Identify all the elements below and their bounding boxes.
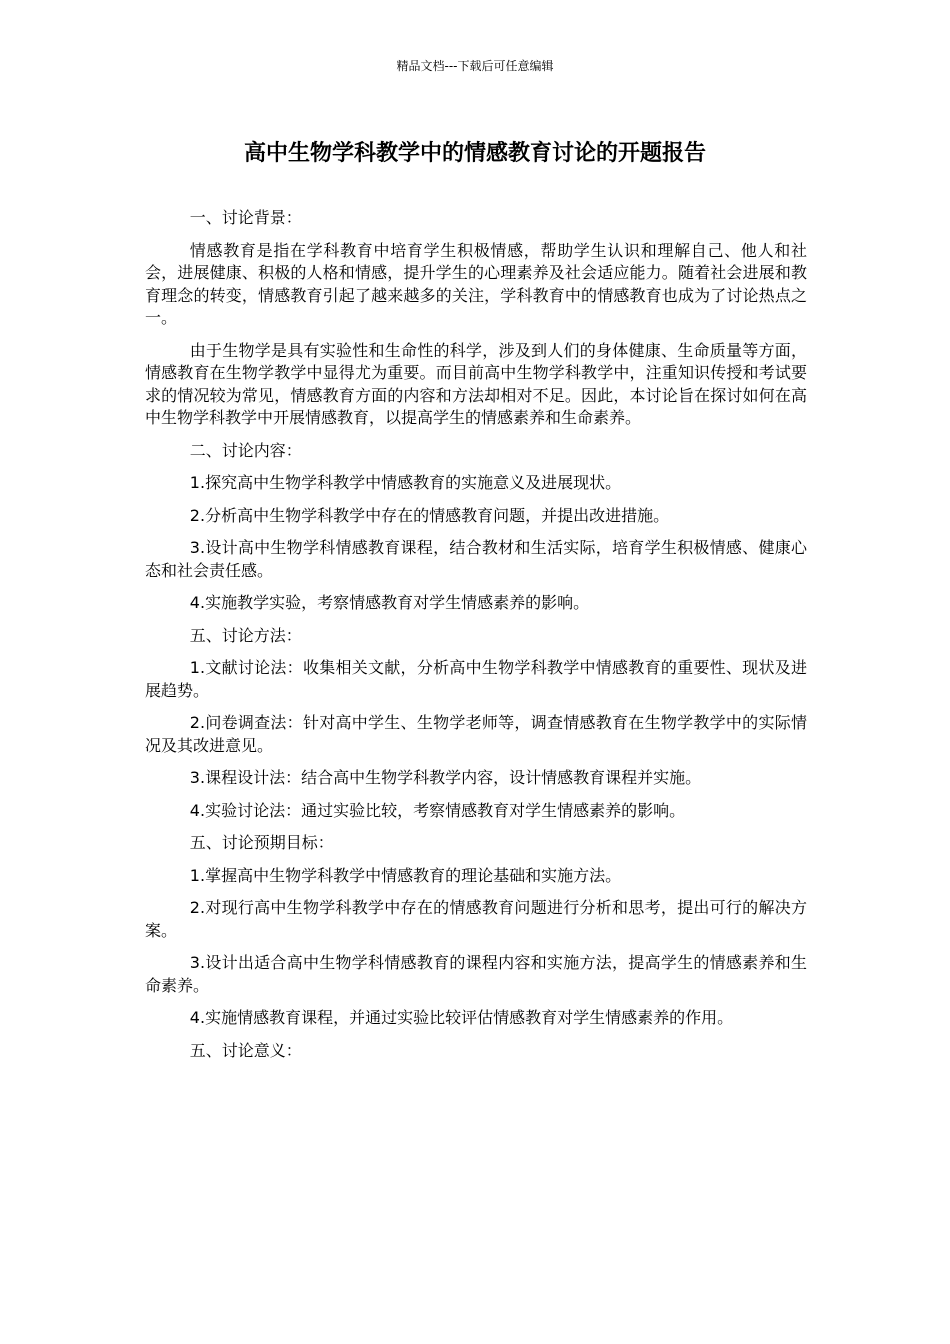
list-item: 3.课程设计法：结合高中生物学科教学内容，设计情感教育课程并实施。 bbox=[189, 768, 702, 787]
page-header-note: 精品文档---下载后可任意编辑 bbox=[396, 59, 554, 73]
section-heading-significance: 五、讨论意义： bbox=[189, 1040, 302, 1060]
list-item: 3.设计出适合高中生物学科情感教育的课程内容和实施方法，提高学生的情感素养和生命素养。 bbox=[145, 953, 807, 995]
list-item: 4.实施教学实验，考察情感教育对学生情感素养的影响。 bbox=[189, 593, 590, 612]
section-heading-goals: 五、讨论预期目标： bbox=[189, 833, 334, 852]
list-item: 2.问卷调查法：针对高中学生、生物学老师等，调查情感教育在生物学教学中的实际情况及其改进意见。 bbox=[145, 713, 807, 755]
list-item: 1.文献讨论法：收集相关文献，分析高中生物学科教学中情感教育的重要性、现状及进展趋势。 bbox=[145, 658, 807, 700]
list-item: 3.设计高中生物学科情感教育课程，结合教材和生活实际，培育学生积极情感、健康心态和社会责任感。 bbox=[145, 538, 807, 580]
section-heading-background: 一、讨论背景： bbox=[189, 208, 302, 227]
list-item: 2.对现行高中生物学科教学中存在的情感教育问题进行分析和思考，提出可行的解决方案。 bbox=[145, 898, 807, 940]
paragraph: 情感教育是指在学科教育中培育学生积极情感，帮助学生认识和理解自己、他人和社会，进展健康、积极的人格和情感，提升学生的心理素养及社会适应能力。随着社会进展和教育理念的转变，情感教育引起了越来越多的关注，学科教育中的情感教育也成为了讨论热点之一。 bbox=[145, 240, 807, 327]
section-heading-methods: 五、讨论方法： bbox=[189, 625, 302, 645]
list-item: 4.实施情感教育课程，并通过实验比较评估情感教育对学生情感素养的作用。 bbox=[189, 1008, 734, 1027]
list-item: 1.掌握高中生物学科教学中情感教育的理论基础和实施方法。 bbox=[189, 865, 622, 885]
paragraph: 由于生物学是具有实验性和生命性的科学，涉及到人们的身体健康、生命质量等方面，情感教育在生物学教学中显得尤为重要。而目前高中生物学科教学中，注重知识传授和考试要求的情况较为常见，情感教育方面的内容和方法却相对不足。因此，本讨论旨在探讨如何在高中生物学科教学中开展情感教育，以提高学生的情感素养和生命素养。 bbox=[145, 340, 807, 427]
document-title: 高中生物学科教学中的情感教育讨论的开题报告 bbox=[243, 141, 706, 166]
list-item: 1.探究高中生物学科教学中情感教育的实施意义及进展现状。 bbox=[189, 473, 622, 492]
document-body bbox=[145, 207, 807, 1072]
list-item: 4.实验讨论法：通过实验比较，考察情感教育对学生情感素养的影响。 bbox=[189, 800, 686, 820]
section-heading-content: 二、讨论内容： bbox=[189, 440, 302, 460]
list-item: 2.分析高中生物学科教学中存在的情感教育问题，并提出改进措施。 bbox=[189, 505, 670, 525]
